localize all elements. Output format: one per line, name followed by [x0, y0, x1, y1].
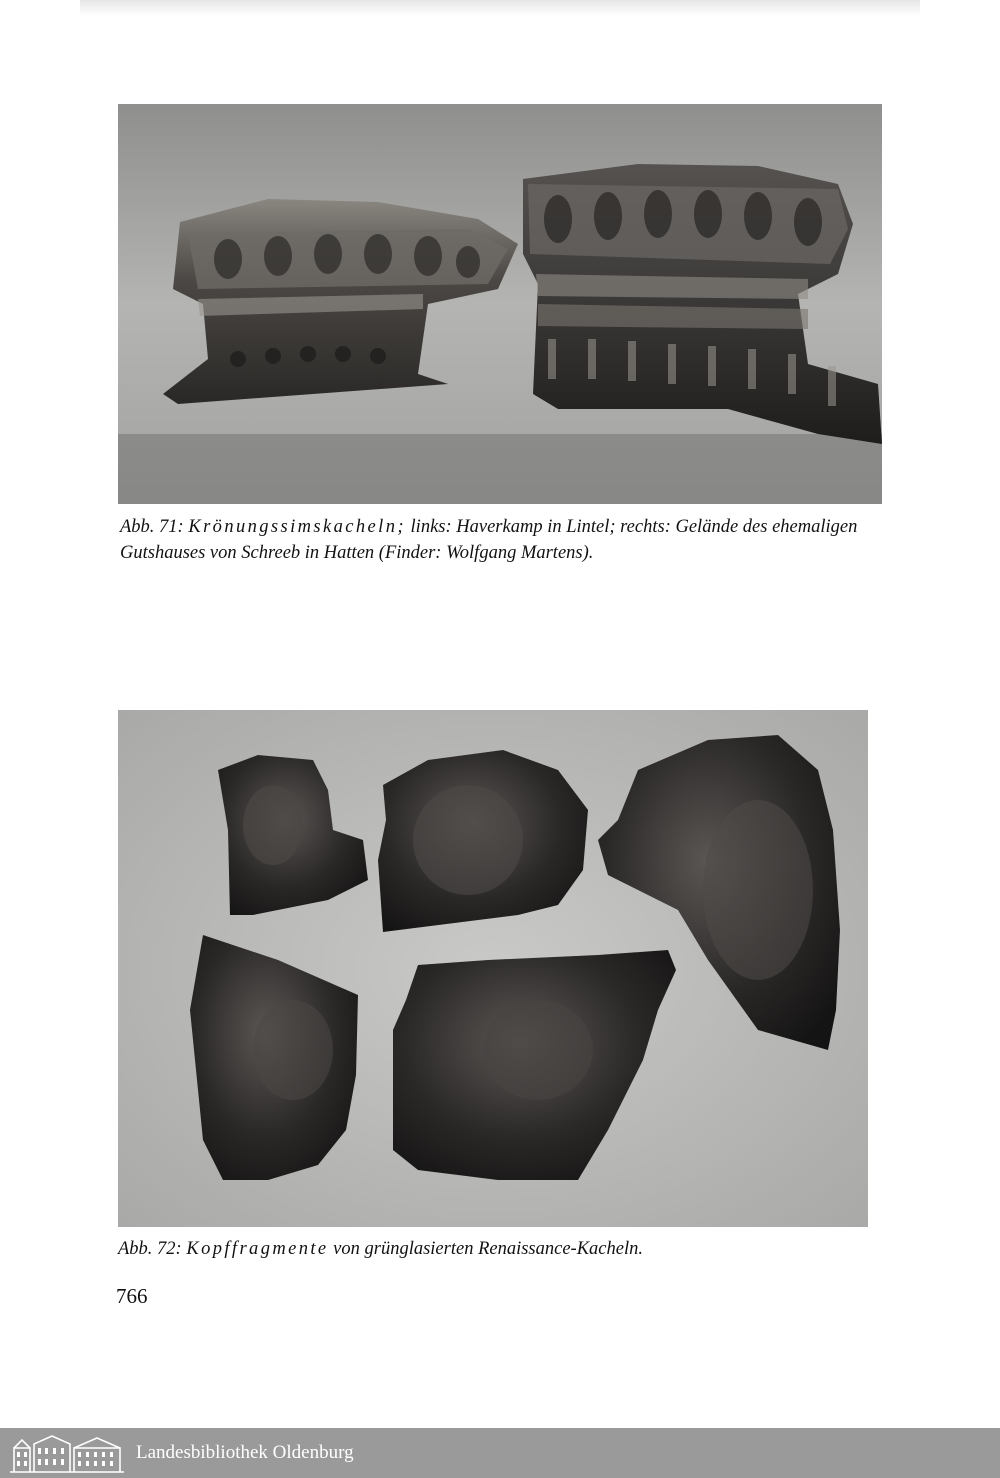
figure-71-caption	[120, 514, 882, 566]
figure-72-title: Kopffragmente	[186, 1239, 329, 1259]
figure-72-photo	[118, 710, 868, 1227]
library-footer	[0, 1428, 1000, 1478]
scan-bleed-through	[80, 0, 920, 16]
head-fragments-illustration	[118, 710, 868, 1227]
figure-71-label: Abb. 71:	[120, 517, 184, 537]
page-number: 766	[116, 1284, 148, 1308]
figure-72-label: Abb. 72:	[118, 1239, 182, 1259]
figure-71-description: links: Haverkamp in Lintel; rechts: Gelände des ehemaligen Gutshauses von Schreeb in Hatten (Finder: Wolfgang Martens).	[120, 517, 858, 563]
figure-72-description: von grünglasierten Renaissance-Kacheln.	[328, 1239, 643, 1259]
figure-71-title: Krönungssimskacheln;	[188, 517, 406, 537]
library-building-icon	[8, 1432, 126, 1474]
figure-71-photo	[118, 104, 882, 504]
figure-72-caption	[118, 1236, 878, 1262]
library-name: Landesbibliothek Oldenburg	[136, 1442, 354, 1463]
tile-fragments-illustration	[118, 104, 882, 504]
